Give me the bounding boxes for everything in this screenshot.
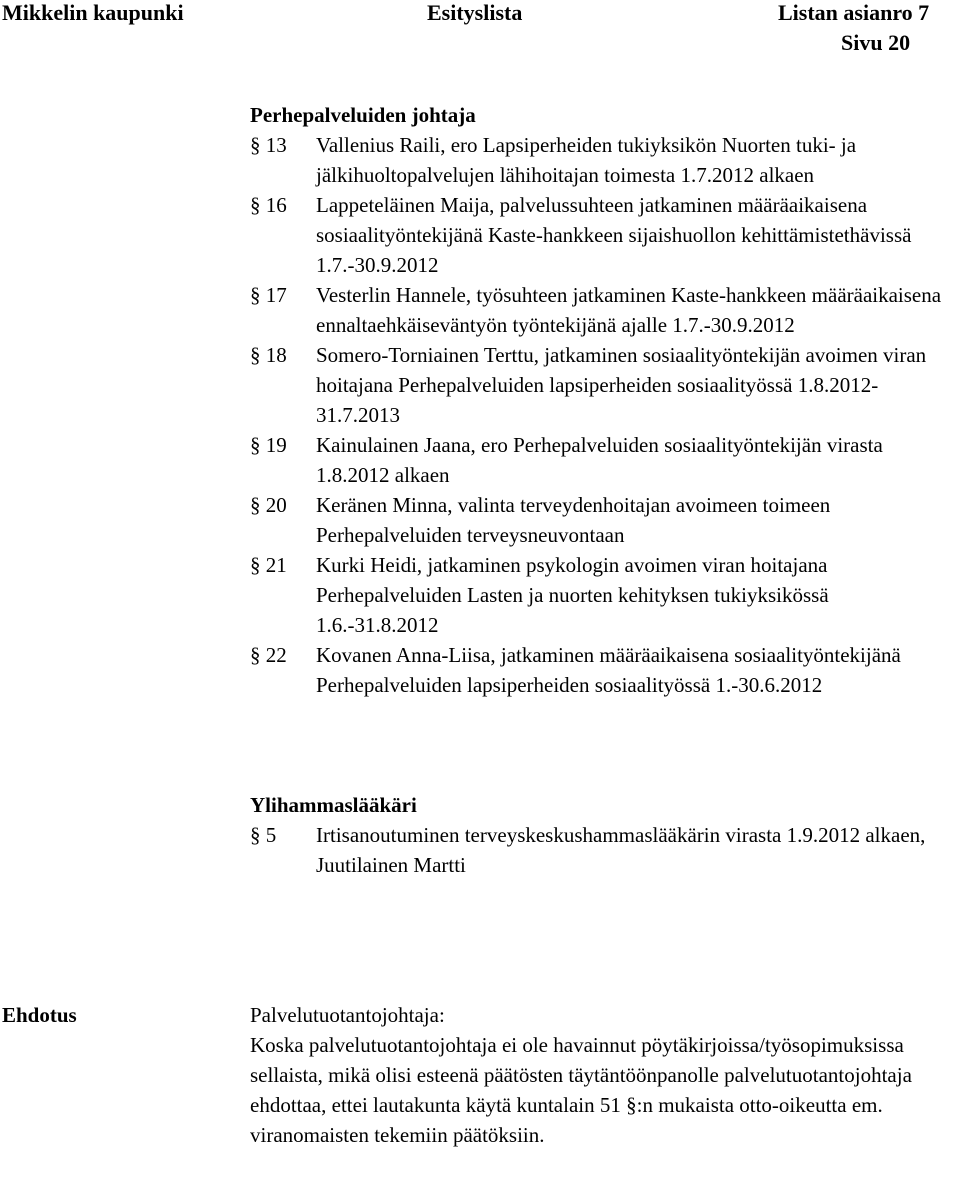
proposal-label: Ehdotus	[2, 1003, 77, 1027]
proposal-text: Koska palvelutuotantojohtaja ei ole havainnut pöytäkirjoissa/työsopimuksissa sellaista, mikä olisi esteenä päätösten täytäntöönpanolle palvelutuotantojohtaja ehdottaa, ettei lautakunta käytä kuntalain 51 §:n mukaista otto-oikeutta em. viranomaisten tekemiin päätöksiin.	[250, 1033, 912, 1147]
item-text: Somero-Torniainen Terttu, jatkaminen sosiaalityöntekijän avoimen viran hoitajana Perhepalveluiden lapsiperheiden sosiaalityössä 1.8.2012-31.7.2013	[316, 343, 927, 427]
paragraph-number: § 5	[250, 823, 277, 847]
section-chief-dentist	[250, 790, 950, 880]
item-text: Kainulainen Jaana, ero Perhepalveluiden sosiaalityöntekijän virasta 1.8.2012 alkaen	[316, 433, 883, 487]
paragraph-number: § 21	[250, 553, 287, 577]
section-family-services-director	[250, 100, 950, 700]
agenda-item-number: Listan asianro 7	[778, 0, 930, 25]
section-title: Ylihammaslääkäri	[250, 793, 417, 817]
paragraph-number: § 16	[250, 193, 287, 217]
list-item	[250, 490, 950, 550]
paragraph-number: § 17	[250, 283, 287, 307]
list-item	[250, 190, 950, 280]
paragraph-number: § 19	[250, 433, 287, 457]
item-text: Kurki Heidi, jatkaminen psykologin avoimen viran hoitajana Perhepalveluiden Lasten ja nuorten kehityksen tukiyksikössä 1.6.-31.8.2012	[316, 553, 829, 637]
list-item	[250, 640, 950, 700]
list-item	[250, 430, 950, 490]
item-text: Kovanen Anna-Liisa, jatkaminen määräaikaisena sosiaalityöntekijänä Perhepalveluiden lapsiperheiden sosiaalityössä 1.-30.6.2012	[316, 643, 901, 697]
paragraph-number: § 22	[250, 643, 287, 667]
item-text: Keränen Minna, valinta terveydenhoitajan avoimeen toimeen Perhepalveluiden terveysneuvontaan	[316, 493, 831, 547]
list-item	[250, 550, 950, 640]
item-text: Vallenius Raili, ero Lapsiperheiden tukiyksikön Nuorten tuki- ja jälkihuoltopalvelujen lähihoitajan toimesta 1.7.2012 alkaen	[316, 133, 857, 187]
proposal-body	[250, 1000, 950, 1150]
paragraph-number: § 18	[250, 343, 287, 367]
list-item	[250, 340, 950, 430]
paragraph-number: § 20	[250, 493, 287, 517]
item-text: Irtisanoutuminen terveyskeskushammaslääkärin virasta 1.9.2012 alkaen, Juutilainen Martti	[316, 823, 926, 877]
item-text: Vesterlin Hannele, työsuhteen jatkaminen Kaste-hankkeen määräaikaisena ennaltaehkäiseväntyön työntekijänä ajalle 1.7.-30.9.2012	[316, 283, 942, 337]
page-number: Sivu 20	[841, 30, 911, 55]
item-text: Lappeteläinen Maija, palvelussuhteen jatkaminen määräaikaisena sosiaalityöntekijänä Kaste-hankkeen sijaishuollon kehittämistethävissä 1.7.-30.9.2012	[316, 193, 912, 277]
list-item	[250, 280, 950, 340]
paragraph-number: § 13	[250, 133, 287, 157]
org-name: Mikkelin kaupunki	[2, 0, 184, 25]
list-item	[250, 130, 950, 190]
proposal-heading: Palvelutuotantojohtaja:	[250, 1003, 445, 1027]
document-type: Esityslista	[427, 0, 523, 25]
section-title: Perhepalveluiden johtaja	[250, 103, 476, 127]
list-item	[250, 820, 950, 880]
